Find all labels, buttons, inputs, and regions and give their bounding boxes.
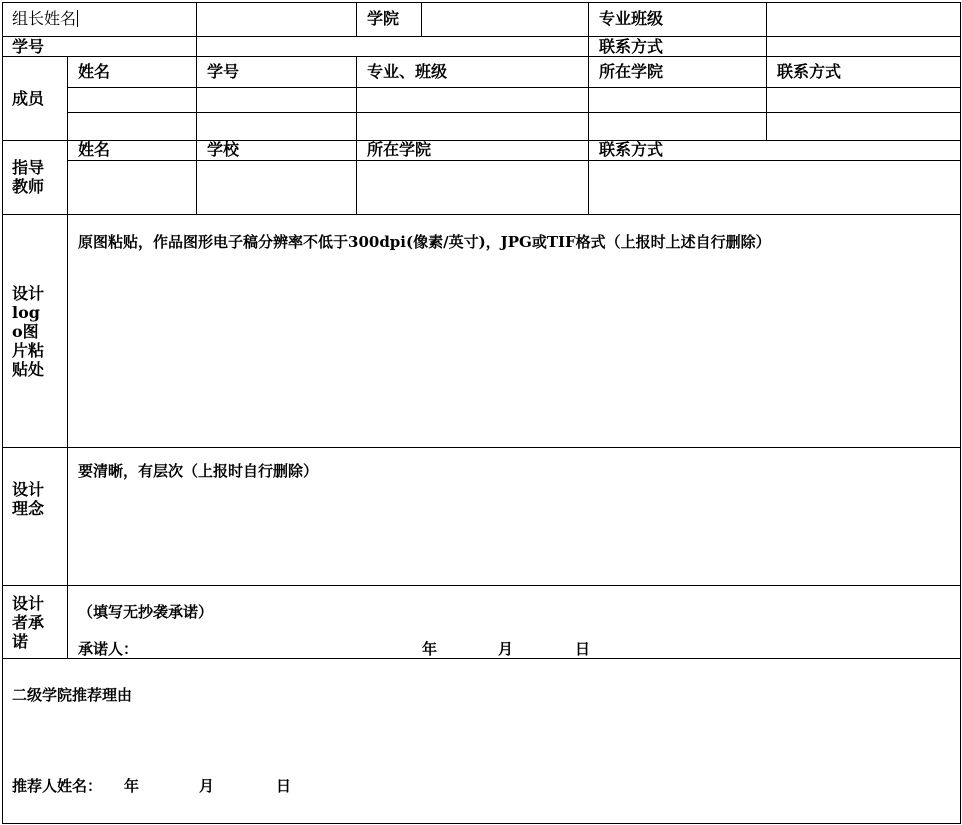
table-border-bottom [2, 823, 961, 824]
members-row-1[interactable] [68, 88, 959, 112]
student-id-label: 学号 [12, 37, 45, 56]
members-col-student-id: 学号 [207, 62, 240, 81]
advisor-col-school: 学校 [207, 140, 240, 159]
advisor-col-college: 所在学院 [367, 140, 432, 159]
recommend-month: 月 [199, 777, 215, 795]
recommender-label: 推荐人姓名： [12, 777, 103, 795]
major-class-field[interactable] [767, 3, 959, 36]
pledge-section-label: 设计者承诺 [12, 594, 45, 651]
table-border-left [2, 2, 3, 824]
members-col-major-class: 专业、班级 [367, 62, 448, 81]
members-row-label: 成员 [12, 89, 45, 108]
pledge-month: 月 [498, 640, 514, 658]
recommend-year: 年 [124, 777, 140, 795]
logo-section-label: 设计logo图片粘贴处 [12, 284, 45, 379]
major-class-label: 专业班级 [599, 9, 664, 28]
college-label: 学院 [367, 9, 400, 28]
pledge-year: 年 [422, 640, 438, 658]
pledge-instruction: （填写无抄袭承诺） [78, 603, 214, 621]
college-field[interactable] [422, 3, 587, 36]
advisor-col-name: 姓名 [78, 140, 111, 159]
column-divider [356, 2, 357, 37]
advisor-row-label: 指导教师 [12, 158, 45, 196]
logo-instruction: 原图粘贴，作品图形电子稿分辨率不低于300dpi(像素/英寸)，JPG或TIF格式（上报时上述自行删除） [78, 233, 771, 251]
recommend-title: 二级学院推荐理由 [12, 686, 133, 704]
concept-instruction: 要清晰，有层次（上报时自行删除） [78, 462, 319, 480]
row-divider [2, 140, 961, 141]
recommend-day: 日 [276, 777, 292, 795]
row-divider [2, 585, 961, 586]
recommend-text-area[interactable] [3, 706, 959, 772]
row-divider [2, 658, 961, 659]
logo-paste-area[interactable] [68, 215, 959, 447]
contact-label: 联系方式 [599, 37, 664, 56]
pledge-day: 日 [575, 640, 591, 658]
row-divider [2, 56, 961, 57]
members-col-contact: 联系方式 [777, 62, 842, 81]
student-id-field[interactable] [197, 37, 587, 56]
contact-field[interactable] [767, 37, 959, 56]
members-col-name: 姓名 [78, 62, 111, 81]
members-row-2[interactable] [68, 113, 959, 140]
leader-name-field[interactable] [197, 3, 355, 36]
advisor-row-1[interactable] [68, 161, 959, 214]
advisor-col-contact: 联系方式 [599, 140, 664, 159]
table-border-right [960, 2, 961, 824]
concept-section-label: 设计理念 [12, 480, 45, 518]
concept-text-area[interactable] [68, 448, 959, 585]
members-col-college: 所在学院 [599, 62, 664, 81]
leader-name-label: 组长姓名 [12, 9, 77, 28]
text-cursor [77, 10, 78, 27]
pledger-label: 承诺人： [78, 640, 139, 658]
